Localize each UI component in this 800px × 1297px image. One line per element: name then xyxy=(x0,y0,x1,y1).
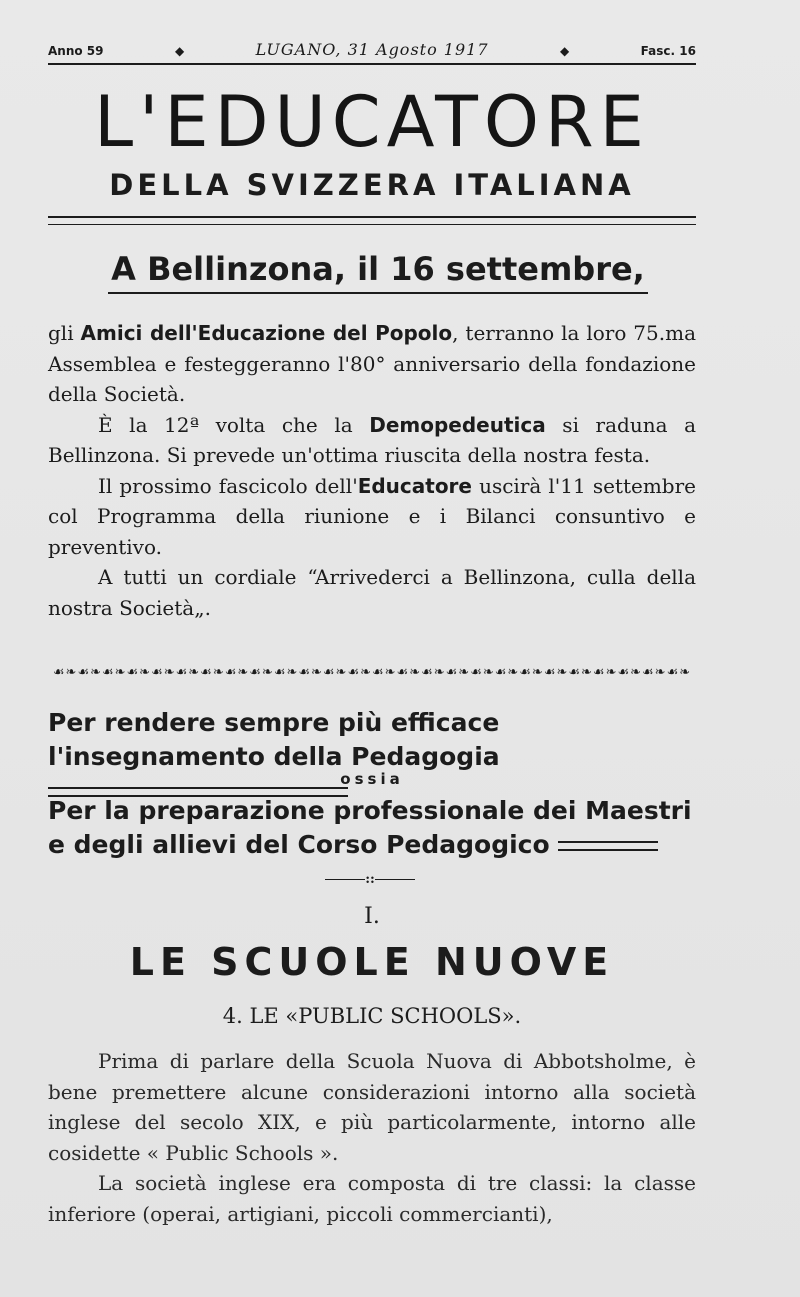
issue-number: Fasc. 16 xyxy=(640,44,696,58)
heading-text: Per la preparazione professionale dei Maestri e degli allievi del Corso Pedagogico xyxy=(48,796,692,859)
article-body xyxy=(48,1046,696,1229)
text-run: È la 12ª volta che la xyxy=(98,412,370,437)
society-name: Amici dell'Educazione del Popolo xyxy=(80,321,453,345)
text-run: , terranno la loro 75.ma Assemblea e festeggeranno l'80° anniversario della fondazione della Società. xyxy=(48,321,696,406)
masthead-subtitle: DELLA SVIZZERA ITALIANA xyxy=(109,168,635,202)
section-title: LE SCUOLE NUOVE xyxy=(129,940,615,984)
society-short-name: Demopedeutica xyxy=(369,412,546,437)
section-separator xyxy=(310,872,430,887)
section-number: I. xyxy=(364,904,380,929)
text-run: si raduna a Bellinzona. Si prevede un'ottima riuscita della nostra festa. xyxy=(48,412,696,467)
masthead-rule xyxy=(48,216,696,225)
article-paragraph: La società inglese era composta di tre classi: la classe inferiore (operai, artigiani, piccoli commercianti), xyxy=(48,1171,696,1226)
announcement-body xyxy=(48,318,696,623)
ossia-label: ossia xyxy=(340,770,404,788)
announcement-paragraph xyxy=(48,318,696,410)
announcement-heading: A Bellinzona, il 16 settembre, xyxy=(108,250,648,294)
heading-text: Per rendere sempre più efficace l'insegnamento della Pedagogia xyxy=(48,708,500,771)
volume-number: Anno 59 xyxy=(48,44,104,58)
feature-heading-2 xyxy=(48,794,696,862)
announcement-paragraph xyxy=(48,471,696,563)
announcement-paragraph xyxy=(48,410,696,471)
ornament-divider: ☙❧☙❧☙❧☙❧☙❧☙❧☙❧☙❧☙❧☙❧☙❧☙❧☙❧☙❧☙❧☙❧☙❧☙❧☙❧☙❧☙❧☙❧☙❧☙❧☙❧☙❧ xyxy=(52,665,692,680)
text-run: Il prossimo fascicolo dell' xyxy=(98,473,358,498)
issue-date: LUGANO, 31 Agosto 1917 xyxy=(255,40,489,59)
article-paragraph: Prima di parlare della Scuola Nuova di Abbotsholme, è bene premettere alcune considerazioni intorno alla società inglese del secolo XIX, e più particolarmente, intorno alle cosidette « Public Schools ». xyxy=(48,1049,696,1165)
text-run: uscirà l'11 settembre col Programma della riunione e i Bilanci consuntivo e preventivo. xyxy=(48,473,696,559)
feature-heading-1 xyxy=(48,706,696,808)
issue-header xyxy=(48,40,696,65)
subsection-title: 4. LE «PUBLIC SCHOOLS». xyxy=(222,1004,522,1028)
journal-name: Educatore xyxy=(357,473,472,498)
separator-mark: :: xyxy=(365,872,375,887)
masthead-title: L'EDUCATORE xyxy=(94,81,650,163)
text-run: gli xyxy=(48,321,81,345)
diamond-icon: ◆ xyxy=(559,44,570,58)
heading-rule xyxy=(558,841,658,851)
diamond-icon: ◆ xyxy=(174,44,185,58)
announcement-paragraph: A tutti un cordiale “Arrivederci a Bellinzona, culla della nostra Società„. xyxy=(48,565,696,620)
